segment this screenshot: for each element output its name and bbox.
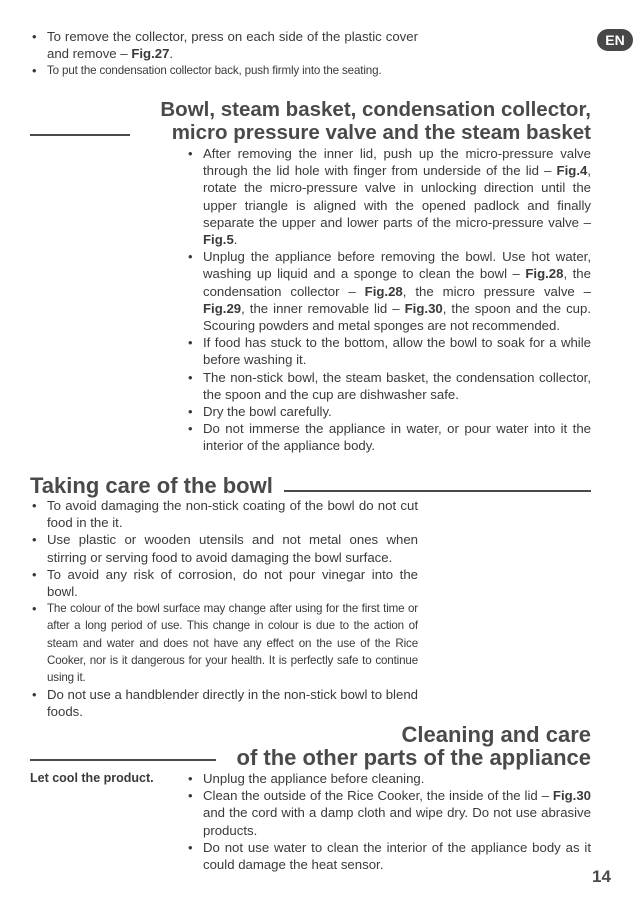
bullet-text: The non-stick bowl, the steam basket, the condensation collector, the spoon and the cup are dishwasher safe. (203, 369, 591, 402)
bullet-text: After removing the inner lid, push up the micro-pressure valve through the lid hole with finger from underside of the lid – (203, 146, 591, 179)
bullet-item (186, 420, 591, 454)
bullet-item (30, 566, 418, 600)
bullet-text: The colour of the bowl surface may change after using for the first time or after a long period of use. This change in colour is due to the action of steam and water and does not have any effect on the use of the Rice Cooker, nor is it dangerous for your health. It is perfectly safe to continue using it. (47, 602, 418, 685)
bullet-item (186, 334, 591, 368)
section3-title-line1: Cleaning and care (401, 722, 591, 747)
section2-title: Taking care of the bowl (30, 473, 273, 498)
section1-title-line2: micro pressure valve and the steam basket (171, 121, 591, 144)
bullet-text: To avoid any risk of corrosion, do not pour vinegar into the bowl. (47, 566, 418, 600)
bullet-text: . (169, 46, 174, 62)
bullet-text: , the inner removable lid – (241, 300, 405, 316)
figure-reference: Fig.27 (131, 46, 170, 62)
side-note: Let cool the product. (30, 771, 154, 785)
bullet-text: Unplug the appliance before removing the bowl. Use hot water, washing up liquid and a sponge to clean the bowl – (203, 249, 591, 282)
section1-title-line1: Bowl, steam basket, condensation collector, (160, 98, 591, 121)
top-bullet-list (30, 28, 418, 80)
bullet-item (186, 839, 591, 873)
bullet-item (30, 531, 418, 565)
page-number: 14 (592, 867, 611, 886)
language-badge: EN (597, 29, 633, 51)
bullet-text: , the micro pressure valve – (402, 283, 592, 299)
bullet-text: , rotate the micro-pressure valve in unlocking direction until the upper triangle is aligned with the opened padlock and finally separate the upper and lower parts of the micro-pressure valve – (203, 163, 591, 230)
bullet-text: Do not immerse the appliance in water, or pour water into it the interior of the appliance body. (203, 421, 591, 454)
bullet-item (30, 686, 418, 720)
bullet-item (186, 787, 591, 839)
bullet-text: . (233, 232, 238, 248)
bullet-text: Do not use water to clean the interior of the appliance body as it could damage the heat sensor. (203, 839, 591, 873)
bullet-text: To avoid damaging the non-stick coating of the bowl do not cut food in the it. (47, 498, 418, 531)
bullet-text: , the spoon and the cup. Scouring powders and metal sponges are not recommended. (203, 300, 591, 334)
bullet-item (30, 600, 418, 686)
figure-reference: Fig.28 (525, 266, 564, 282)
figure-reference: Fig.30 (404, 300, 443, 316)
bullet-text: Use plastic or wooden utensils and not metal ones when stirring or serving food to avoid damaging the bowl surface. (47, 532, 418, 565)
figure-reference: Fig.30 (552, 788, 591, 804)
section1-bullet-list (186, 145, 591, 455)
bullet-item (186, 145, 591, 248)
bullet-item (186, 369, 591, 403)
bullet-text: To remove the collector, press on each side of the plastic cover and remove – (47, 29, 418, 62)
bullet-text: Unplug the appliance before cleaning. (203, 771, 425, 786)
figure-reference: Fig.4 (556, 163, 588, 179)
section2-rule (284, 490, 591, 492)
section3-title-line2: of the other parts of the appliance (236, 745, 591, 770)
section3-rule (30, 759, 216, 761)
bullet-text: If food has stuck to the bottom, allow the bowl to soak for a while before washing it. (203, 335, 591, 368)
figure-reference: Fig.5 (203, 232, 234, 248)
figure-reference: Fig.28 (364, 283, 403, 299)
section2-bullet-list (30, 497, 418, 721)
bullet-text: and the cord with a damp cloth and wipe dry. Do not use abrasive products. (203, 805, 591, 838)
figure-reference: Fig.29 (203, 300, 242, 316)
bullet-item (30, 497, 418, 531)
bullet-text: Clean the outside of the Rice Cooker, the inside of the lid – (203, 788, 553, 804)
bullet-item (186, 248, 591, 334)
bullet-text: Do not use a handblender directly in the non-stick bowl to blend foods. (47, 687, 418, 720)
bullet-text: Dry the bowl carefully. (203, 404, 332, 420)
section1-rule (30, 134, 130, 136)
bullet-item (30, 28, 418, 62)
bullet-text: To put the condensation collector back, push firmly into the seating. (47, 64, 382, 78)
bullet-item (186, 403, 591, 420)
bullet-text: , the condensation collector – (203, 266, 591, 299)
section3-bullet-list (186, 770, 591, 873)
bullet-item (30, 62, 418, 79)
bullet-item (186, 770, 591, 787)
